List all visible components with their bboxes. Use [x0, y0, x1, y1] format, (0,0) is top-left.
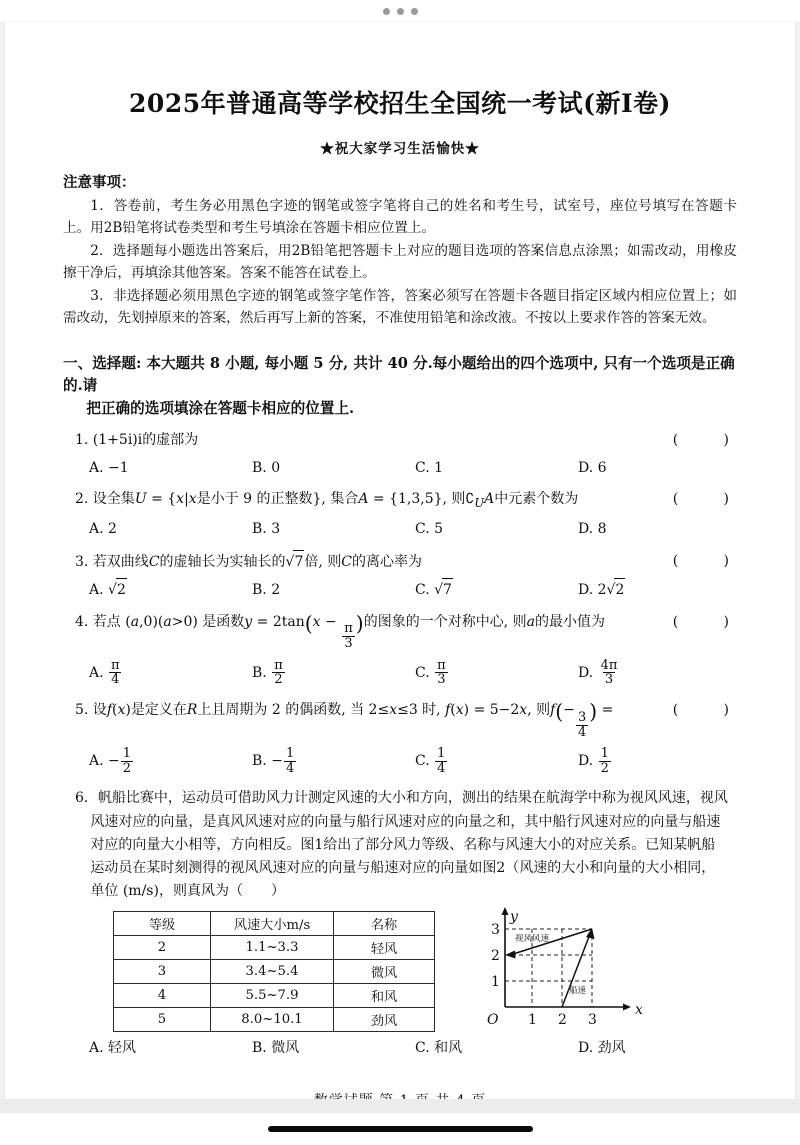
option-b[interactable]: B. 微风 — [252, 1040, 300, 1057]
boat-speed-label: 船速 — [569, 986, 587, 997]
status-bar — [0, 0, 800, 22]
question-1 — [63, 429, 737, 479]
x-axis-label: x — [635, 1002, 643, 1019]
table-row — [114, 936, 435, 960]
x-axis-arrow — [623, 1004, 631, 1011]
diagram-axes — [505, 909, 627, 1007]
question-3 — [63, 550, 737, 602]
table-row — [114, 960, 435, 984]
option-b[interactable]: B. $\frac{\pi}{2}$ — [252, 657, 283, 688]
table-header-row — [114, 912, 435, 936]
wind-force-table — [113, 911, 435, 1032]
option-d[interactable]: D. $\frac{4\pi}{3}$ — [578, 657, 618, 688]
question-2-answer-paren[interactable]: ( ) — [672, 491, 737, 508]
home-indicator[interactable] — [268, 1126, 533, 1132]
question-4-answer-paren[interactable]: ( ) — [672, 613, 737, 630]
section-heading — [63, 353, 737, 421]
page-title: 2025年普通高等学校招生全国统一考试(新I卷) — [129, 89, 671, 118]
question-2-options — [63, 518, 737, 540]
cell-speed: 5.5~7.9 — [211, 984, 334, 1008]
option-d[interactable]: D. $\frac{1}{2}$ — [578, 746, 609, 776]
cell-name: 微风 — [334, 960, 435, 984]
option-b[interactable]: B. 0 — [252, 460, 281, 477]
option-d[interactable]: D. 8 — [578, 521, 607, 538]
x-tick-1: 1 — [528, 1012, 537, 1029]
question-6-line-2: 风速对应的向量，是真风风速对应的向量与船行风速对应的向量之和，其中船行风速对应的向量与船速 — [90, 813, 721, 830]
option-a[interactable]: A. √2 — [89, 578, 252, 601]
table-header-name: 名称 — [334, 912, 435, 936]
cell-grade: 5 — [114, 1008, 211, 1032]
question-5-options — [63, 744, 737, 778]
question-6 — [63, 787, 737, 1060]
option-c[interactable]: C. 和风 — [415, 1040, 463, 1057]
question-5-stem — [63, 699, 737, 739]
status-dot — [411, 8, 418, 15]
question-1-stem — [63, 429, 737, 452]
question-5-stem-text: 5. 设f(x)是定义在R上且周期为 2 的偶函数, 当 2≤x≤3 时, f(x) = 5−2x, 则f(− $\frac{3}{4}$ ) = — [75, 699, 614, 740]
notice-heading: 注意事项： — [63, 173, 136, 191]
apparent-wind-label: 视风风速 — [515, 934, 550, 945]
question-6-line-1: 6．帆船比赛中，运动员可借助风力计测定风速的大小和方向，测出的结果在航海学中称为视风风速，视风 — [75, 790, 728, 807]
status-dot — [397, 8, 404, 15]
question-6-figures — [63, 911, 737, 1032]
y-axis-arrow — [502, 907, 509, 915]
option-a[interactable]: A. 2 — [89, 521, 117, 538]
option-a[interactable]: A. −1 — [89, 460, 129, 477]
notice-item: 1．答卷前，考生务必用黑色字迹的钢笔或签字笔将自己的姓名和考生号，试室号，座位号填写在答题卡上。用2B铅笔将试卷类型和考生号填涂在答题卡相应位置上。 — [63, 197, 737, 236]
y-tick-3: 3 — [491, 922, 500, 939]
vector-diagram — [477, 907, 657, 1032]
option-c[interactable]: C. $\frac{1}{4}$ — [415, 746, 446, 776]
question-4-options — [63, 656, 737, 690]
table-row — [114, 1008, 435, 1032]
question-3-stem-text: 3. 若双曲线C的虚轴长为实轴长的√7倍, 则C的离心率为 — [75, 550, 659, 574]
question-1-answer-paren[interactable]: ( ) — [672, 432, 737, 449]
question-1-stem-text: 1. (1+5i)i的虚部为 — [75, 432, 199, 449]
question-3-stem — [63, 550, 737, 574]
cell-grade: 4 — [114, 984, 211, 1008]
notice-item: 3．非选择题必须用黑色字迹的钢笔或签字笔作答，答案必须写在答题卡各题目指定区域内相应位置上；如需改动，先划掉原来的答案，然后再写上新的答案，不准使用铅笔和涂改液。不按以上要求作答的答案无效。 — [63, 287, 737, 326]
cell-name: 轻风 — [334, 936, 435, 960]
option-b[interactable]: B. 3 — [252, 521, 281, 538]
option-a[interactable]: A. 轻风 — [89, 1040, 137, 1057]
question-2-stem-text: 2. 设全集U = {x|x是小于 9 的正整数}, 集合A = {1,3,5}, 则$∁_UA$中元素个数为 — [75, 491, 579, 511]
cell-speed: 1.1~3.3 — [211, 936, 334, 960]
page-content — [5, 22, 795, 1110]
wish-line: ★祝大家学习生活愉快★ — [320, 140, 480, 157]
cell-grade: 2 — [114, 936, 211, 960]
question-2 — [63, 488, 737, 540]
question-6-line-3: 对应的向量大小相等，方向相反。图1给出了部分风力等级、名称与风速大小的对应关系。已知某帆船 — [90, 836, 716, 853]
option-a[interactable]: A. $\frac{\pi}{4}$ — [89, 657, 120, 688]
question-6-options — [63, 1037, 737, 1059]
question-4 — [63, 611, 737, 690]
table-row — [114, 984, 435, 1008]
table-header-grade: 等级 — [114, 912, 211, 936]
question-3-options — [63, 578, 737, 601]
question-6-stem — [63, 787, 737, 903]
option-b[interactable]: B. 2 — [252, 581, 281, 598]
section-heading-line1: 一、选择题: 本大题共 8 小题, 每小题 5 分, 共计 40 分.每小题给出的四个选项中, 只有一个选项是正确的.请 — [63, 354, 735, 395]
home-indicator-area — [0, 1113, 800, 1145]
exam-paper-sheet — [5, 22, 795, 1099]
y-axis-label: y — [510, 909, 518, 926]
option-b[interactable]: B. − $\frac{1}{4}$ — [252, 746, 295, 776]
cell-name: 和风 — [334, 984, 435, 1008]
question-5-answer-paren[interactable]: ( ) — [672, 701, 737, 718]
bottom-gap — [0, 1099, 800, 1113]
x-tick-2: 2 — [558, 1012, 567, 1029]
cell-speed: 8.0~10.1 — [211, 1008, 334, 1032]
question-6-line-5: 单位 (m/s)，则真风为（ ） — [90, 883, 285, 900]
cell-speed: 3.4~5.4 — [211, 960, 334, 984]
option-d[interactable]: D. 劲风 — [578, 1040, 626, 1057]
question-4-stem — [63, 611, 737, 651]
option-c[interactable]: C. 5 — [415, 521, 444, 538]
origin-label: O — [487, 1012, 499, 1029]
option-c[interactable]: C. 1 — [415, 460, 444, 477]
question-4-stem-text: 4. 若点 (a,0)(a>0) 是函数y = 2tan(x − $\frac{\pi}{3}$ )的图象的一个对称中心, 则a的最小值为 — [75, 611, 605, 652]
y-tick-1: 1 — [491, 974, 500, 991]
y-tick-2: 2 — [491, 948, 500, 965]
table-header-speed: 风速大小m/s — [211, 912, 334, 936]
option-d[interactable]: D. 2 √2 — [578, 578, 741, 601]
question-6-line-4: 运动员在某时刻测得的视风风速对应的向量与船速对应的向量如图2（风速的大小和向量的大小相同， — [90, 860, 716, 876]
status-dot — [383, 8, 390, 15]
option-c[interactable]: C. $\frac{\pi}{3}$ — [415, 657, 446, 688]
cell-grade: 3 — [114, 960, 211, 984]
question-1-options — [63, 457, 737, 479]
question-3-answer-paren[interactable]: ( ) — [672, 552, 737, 569]
question-5 — [63, 699, 737, 778]
option-c[interactable]: C. √7 — [415, 578, 578, 601]
option-a[interactable]: A. − $\frac{1}{2}$ — [89, 746, 132, 776]
option-d[interactable]: D. 6 — [578, 460, 607, 477]
notice-item: 2．选择题每小题选出答案后，用2B铅笔把答题卡上对应的题目选项的答案信息点涂黑；如需改动，用橡皮擦干净后，再填涂其他答案。答案不能答在试卷上。 — [63, 242, 737, 281]
cell-name: 劲风 — [334, 1008, 435, 1032]
x-tick-3: 3 — [588, 1012, 597, 1029]
question-2-stem — [63, 488, 737, 513]
section-heading-line2: 把正确的选项填涂在答题卡相应的位置上. — [86, 399, 355, 417]
